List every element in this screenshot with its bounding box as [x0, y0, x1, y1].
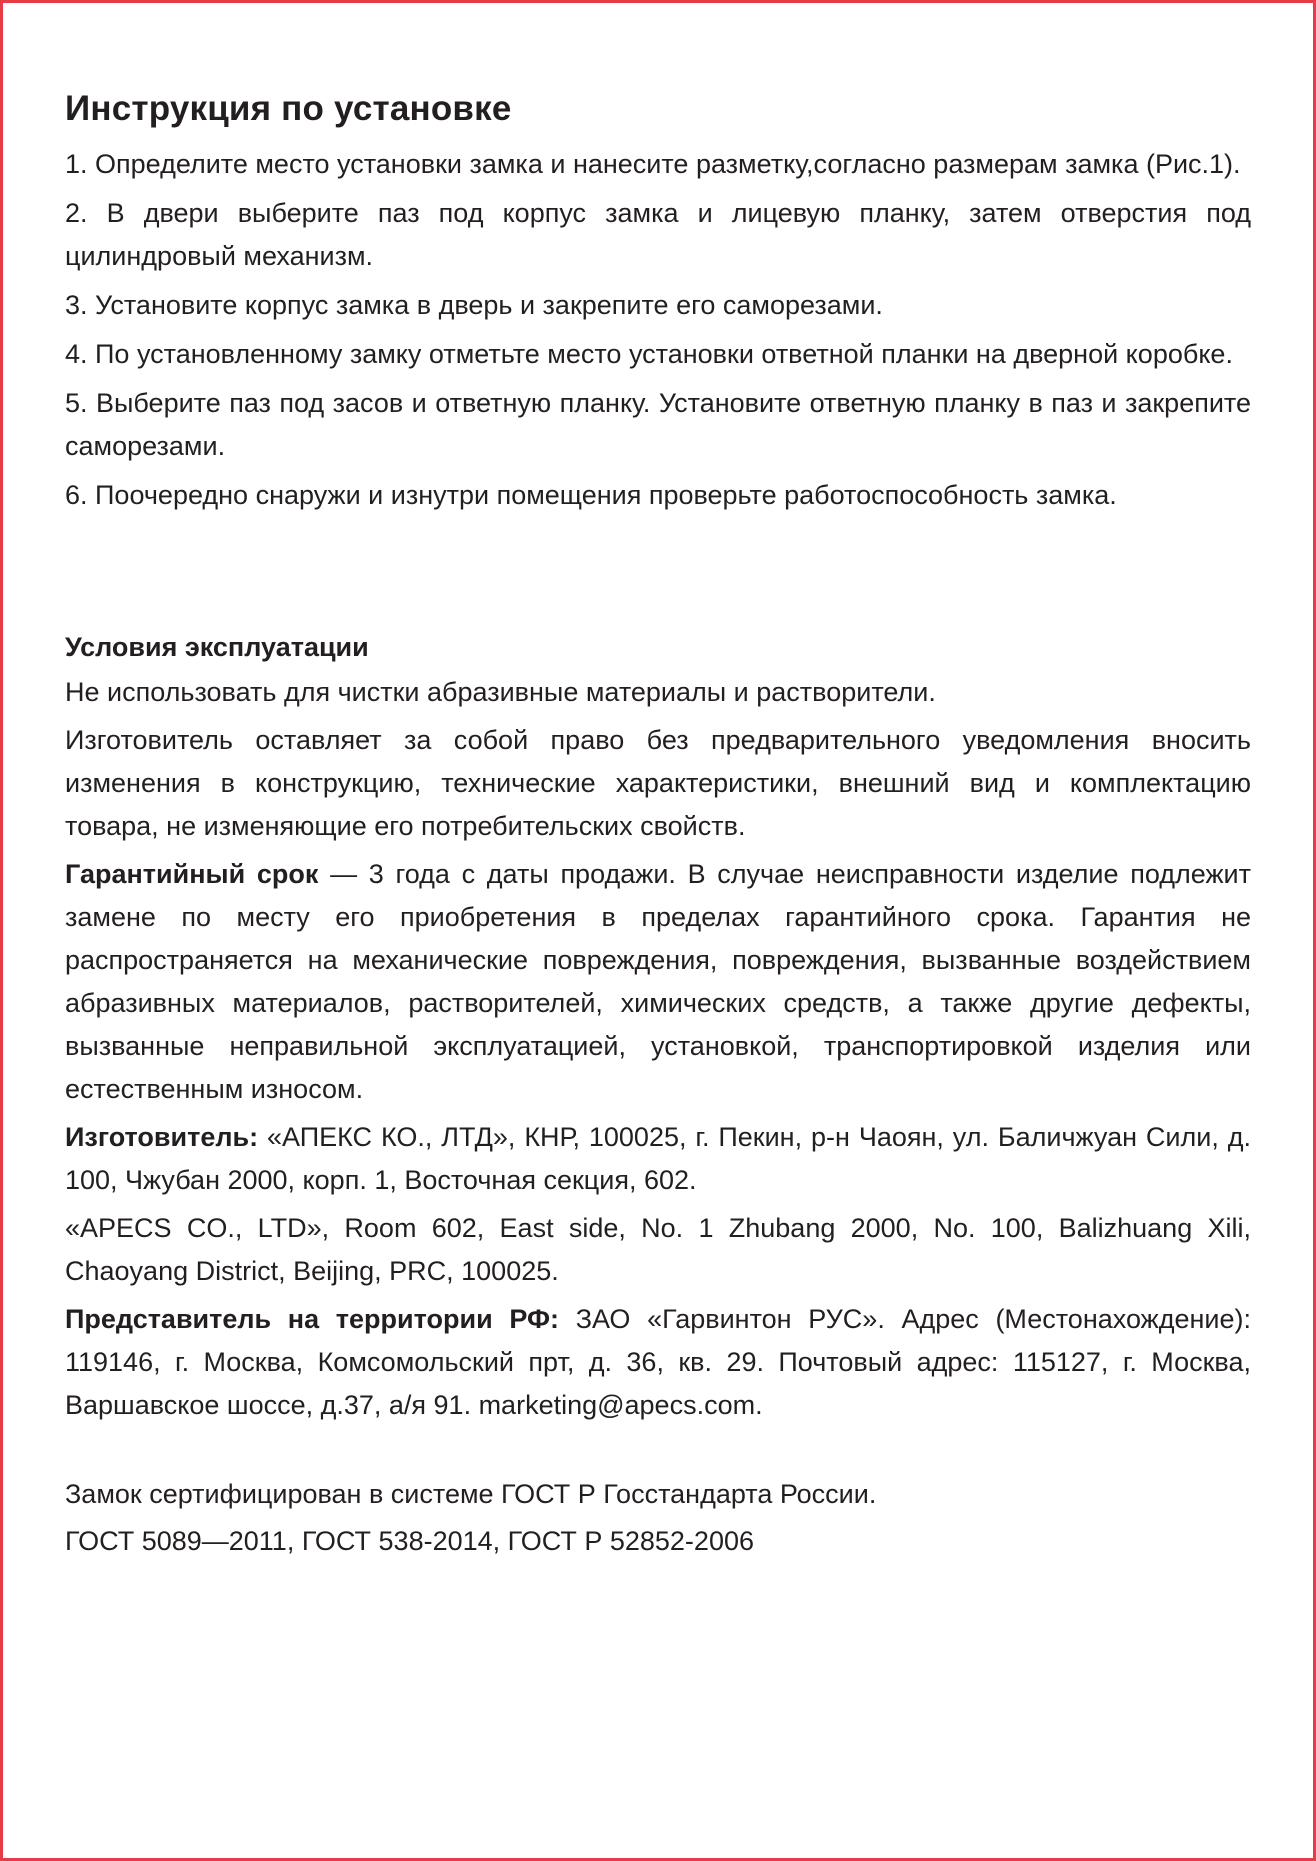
certification-line-2: ГОСТ 5089—2011, ГОСТ 538-2014, ГОСТ Р 52852-2006 [65, 1526, 754, 1556]
warranty-text: — 3 года с даты продажи. В случае неисправности изделие подлежит замене по месту его приобретения в пределах гарантийного срока. Гарантия не распространяется на механические повреждения, повреждения, вызванные воздействием абразивных материалов, растворителей, химических средств, а также другие дефекты, вызванные неправильной эксплуатацией, установкой, транспортировкой изделия или естественным износом. [65, 859, 1251, 1104]
installation-step-2: 2. В двери выберите паз под корпус замка и лицевую планку, затем отверстия под цилиндровый механизм. [65, 198, 1251, 271]
manufacturer-label: Изготовитель: [65, 1122, 259, 1152]
installation-step-6: 6. Поочередно снаружи и изнутри помещения проверьте работоспособность замка. [65, 480, 1117, 510]
document-page [3, 3, 1313, 1858]
installation-steps [65, 143, 1251, 517]
warranty-paragraph [65, 853, 1251, 1111]
manufacturer-text-ru: «АПЕКС КО., ЛТД», КНР, 100025, г. Пекин, р-н Чаоян, ул. Баличжуан Сили, д. 100, Чжубан 2000, корп. 1, Восточная секция, 602. [65, 1122, 1251, 1195]
certification-block [65, 1473, 1251, 1563]
representative-text: ЗАО «Гарвинтон РУС». Адрес (Местонахождение): 119146, г. Москва, Комсомольский прт, д. 36, кв. 29. Почтовый адрес: 115127, г. Москва, Варшавское шоссе, д.37, а/я 91. marketing@apecs.com. [65, 1304, 1251, 1420]
operating-conditions-heading: Условия эксплуатации [65, 632, 369, 662]
certification-line-1: Замок сертифицирован в системе ГОСТ Р Госстандарта России. [65, 1479, 877, 1509]
installation-step-5: 5. Выберите паз под засов и ответную планку. Установите ответную планку в паз и закрепите саморезами. [65, 388, 1251, 461]
page-title: Инструкция по установке [65, 89, 512, 128]
representative-paragraph [65, 1298, 1251, 1427]
representative-label: Представитель на территории РФ: [65, 1304, 560, 1334]
manufacturer-rights-paragraph: Изготовитель оставляет за собой право без предварительного уведомления вносить изменения в конструкцию, технические характеристики, внешний вид и комплектацию товара, не изменяющие его потребительских свойств. [65, 725, 1251, 841]
operating-conditions-body [65, 671, 1251, 1427]
manufacturer-paragraph-ru [65, 1116, 1251, 1202]
cleaning-note: Не использовать для чистки абразивные материалы и растворители. [65, 677, 936, 707]
installation-step-4: 4. По установленному замку отметьте место установки ответной планки на дверной коробке. [65, 339, 1233, 369]
warranty-label: Гарантийный срок [65, 859, 319, 889]
installation-step-1: 1. Определите место установки замка и нанесите разметку,согласно размерам замка (Рис.1). [65, 149, 1241, 179]
manufacturer-paragraph-en: «APECS CO., LTD», Room 602, East side, No. 1 Zhubang 2000, No. 100, Balizhuang Xili, Chaoyang District, Beijing, PRC, 100025. [65, 1213, 1251, 1286]
installation-step-3: 3. Установите корпус замка в дверь и закрепите его саморезами. [65, 290, 883, 320]
